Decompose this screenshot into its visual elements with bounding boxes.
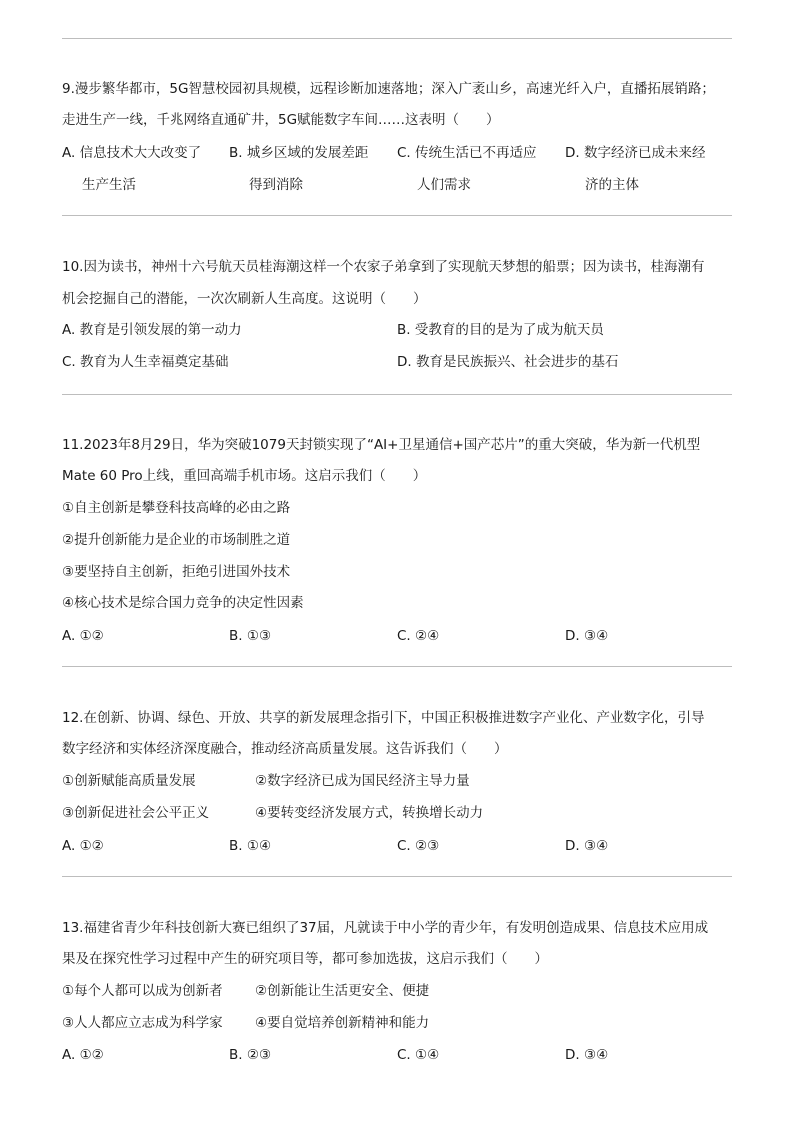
statement-item: ①自主创新是攀登科技高峰的必由之路 xyxy=(62,500,291,516)
option-c-cont: 人们需求 xyxy=(417,177,471,193)
option-a[interactable]: A. ①② xyxy=(62,838,104,854)
question-stem-line: 数字经济和实体经济深度融合，推动经济高质量发展。这告诉我们（ ） xyxy=(62,741,508,757)
question-stem-line: 10.因为读书，神州十六号航天员桂海潮这样一个农家子弟拿到了实现航天梦想的船票；因为读书，桂海潮有 xyxy=(62,259,705,275)
statement-item: ③要坚持自主创新，拒绝引进国外技术 xyxy=(62,564,291,580)
option-a[interactable]: A. ①② xyxy=(62,628,104,644)
question-stem-line: 11.2023年8月29日，华为突破1079天封锁实现了“AI+卫星通信+国产芯片”的重大突破，华为新一代机型 xyxy=(62,437,701,453)
option-d[interactable]: D. ③④ xyxy=(565,628,609,644)
divider xyxy=(62,666,732,667)
option-d[interactable]: D. ③④ xyxy=(565,838,609,854)
statement-item: ③创新促进社会公平正义 xyxy=(62,805,210,821)
statement-item: ④核心技术是综合国力竞争的决定性因素 xyxy=(62,595,304,611)
option-b[interactable]: B. ①④ xyxy=(229,838,272,854)
statement-item: ④要转变经济发展方式，转换增长动力 xyxy=(255,805,484,821)
divider xyxy=(62,38,732,39)
question-stem-line: 9.漫步繁华都市，5G智慧校园初具规模，远程诊断加速落地；深入广袤山乡，高速光纤入户，直播拓展销路； xyxy=(62,81,715,97)
statement-item: ②提升创新能力是企业的市场制胜之道 xyxy=(62,532,291,548)
statement-item: ②数字经济已成为国民经济主导力量 xyxy=(255,773,470,789)
option-b[interactable]: B. ①③ xyxy=(229,628,272,644)
statement-item: ②创新能让生活更安全、便捷 xyxy=(255,983,430,999)
option-a[interactable]: A. ①② xyxy=(62,1047,104,1063)
option-b[interactable]: B. ②③ xyxy=(229,1047,272,1063)
option-c[interactable]: C. ②④ xyxy=(397,628,440,644)
option-b-cont: 得到消除 xyxy=(249,177,303,193)
option-a[interactable]: A. 信息技术大大改变了 xyxy=(62,145,202,161)
option-c[interactable]: C. ②③ xyxy=(397,838,440,854)
option-d[interactable]: D. 数字经济已成未来经 xyxy=(565,145,706,161)
option-d-cont: 济的主体 xyxy=(585,177,639,193)
question-stem-line: 机会挖掘自己的潜能，一次次刷新人生高度。这说明（ ） xyxy=(62,291,427,307)
statement-item: ③人人都应立志成为科学家 xyxy=(62,1015,223,1031)
statement-item: ①每个人都可以成为创新者 xyxy=(62,983,223,999)
option-b[interactable]: B. 受教育的目的是为了成为航天员 xyxy=(397,322,604,338)
statement-item: ④要自觉培养创新精神和能力 xyxy=(255,1015,430,1031)
divider xyxy=(62,394,732,395)
option-c[interactable]: C. 教育为人生幸福奠定基础 xyxy=(62,354,229,370)
option-d[interactable]: D. 教育是民族振兴、社会进步的基石 xyxy=(397,354,619,370)
option-b[interactable]: B. 城乡区域的发展差距 xyxy=(229,145,369,161)
question-stem-line: Mate 60 Pro上线，重回高端手机市场。这启示我们（ ） xyxy=(62,468,427,484)
option-d[interactable]: D. ③④ xyxy=(565,1047,609,1063)
option-a-cont: 生产生活 xyxy=(82,177,136,193)
divider xyxy=(62,215,732,216)
statement-item: ①创新赋能高质量发展 xyxy=(62,773,196,789)
question-stem-line: 13.福建省青少年科技创新大赛已组织了37届，凡就读于中小学的青少年，有发明创造成果、信息技术应用成 xyxy=(62,920,709,936)
divider xyxy=(62,876,732,877)
option-c[interactable]: C. ①④ xyxy=(397,1047,440,1063)
question-stem-line: 走进生产一线，千兆网络直通矿井，5G赋能数字车间……这表明（ ） xyxy=(62,112,500,128)
question-stem-line: 12.在创新、协调、绿色、开放、共享的新发展理念指引下，中国正积极推进数字产业化、产业数字化，引导 xyxy=(62,710,705,726)
option-a[interactable]: A. 教育是引领发展的第一动力 xyxy=(62,322,242,338)
option-c[interactable]: C. 传统生活已不再适应 xyxy=(397,145,537,161)
question-stem-line: 果及在探究性学习过程中产生的研究项目等，都可参加选拔，这启示我们（ ） xyxy=(62,951,548,967)
